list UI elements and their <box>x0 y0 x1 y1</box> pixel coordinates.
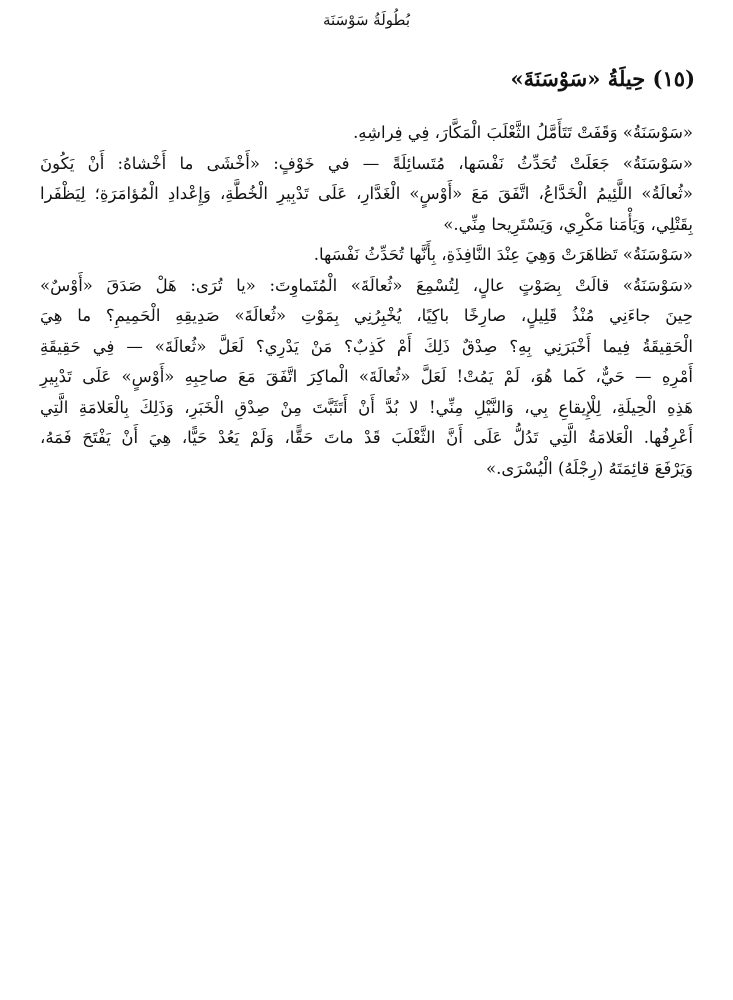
text-line: الْحَقِيقَةُ فِيما أَخْبَرَنِي بِهِ؟ صِدْقٌ ذَلِكَ أَمْ كَذِبٌ؟ مَنْ يَدْرِي؟ لَعَلَّ «ثُعالَةَ» — فِي حَقِيقَةِ <box>40 336 693 356</box>
text-line: «سَوْسَنَةُ» قالَتْ بِصَوْتٍ عالٍ، لِتُسْمِعَ «ثُعالَةَ» الْمُتَماوِتَ: «يا تُرَى: هَلْ صَدَقَ «أَوْسٌ» <box>40 275 693 295</box>
text-line: «ثُعالَةُ» اللَّئِيمُ الْخَدَّاعُ، اتَّفَقَ مَعَ «أَوْسٍ» الْغَدَّارِ، عَلَى تَدْبِيرِ الْخُطَّةِ، وَإِعْدادِ الْمُؤامَرَةِ؛ لِيَظْفَرا <box>40 184 693 203</box>
running-header: بُطُولَةُ سَوْسَنَة <box>322 11 411 29</box>
body-text <box>40 118 693 484</box>
text-line: أَمْرِهِ — حَيٌّ، كَما هُوَ، لَمْ يَمُتْ! لَعَلَّ «ثُعالَةَ» الْماكِرَ اتَّفَقَ مَعَ صاحِبِهِ «أَوْسٍ» عَلَى تَدْبِيرِ <box>40 367 693 386</box>
text-line: «سَوْسَنَةُ» تَظاهَرَتْ وَهِيَ عِنْدَ النَّافِذَةِ، بِأَنَّها تُحَدِّثُ نَفْسَها. <box>313 245 693 264</box>
text-line: أَعْرِفُها. الْعَلامَةُ الَّتِي تَدُلُّ عَلَى أَنَّ الثَّعْلَبَ قَدْ ماتَ حَقًّا، وَلَمْ يَعُدْ حَيًّا، هِيَ أَنْ يَفْتَحَ فَمَهُ، <box>40 428 693 447</box>
text-line: حِينَ جاءَنِي مُنْذُ قَلِيلٍ، صارِخًا باكِيًا، يُخْبِرُنِي بِمَوْتِ «ثُعالَةَ» صَدِيقِهِ الْحَمِيمِ؟ ما هِيَ <box>40 306 693 325</box>
text-line: بِقَتْلِي، وَيَأْمَنا مَكْرِي، وَيَسْتَرِيحا مِنِّي.» <box>443 214 693 234</box>
text-line: «سَوْسَنَةُ» وَقَفَتْ تَتَأَمَّلُ الثَّعْلَبَ الْمَكَّارَ، فِي فِراشِهِ. <box>353 123 693 142</box>
chapter-title: (١٥) حِيلَةُ «سَوْسَنَةَ» <box>510 66 695 91</box>
text-line: «سَوْسَنَةُ» جَعَلَتْ تُحَدِّثُ نَفْسَها، مُتَسائِلَةً — في خَوْفٍ: «أَخْشَى ما أَخْشاهُ: أَنْ يَكُونَ <box>40 153 693 173</box>
text-line: هَذِهِ الْحِيلَةِ، لِلْإِيقاعِ بِي، وَالنَّيْلِ مِنِّي! لا بُدَّ أَنْ أَتَثَبَّتَ مِنْ صِدْقِ الْخَبَرِ، وَذَلِكَ بِالْعَلامَةِ الَّتِي <box>40 397 693 417</box>
text-line: وَيَرْفَعَ قائِمَتَهُ (رِجْلَهُ) الْيُسْرَى.» <box>486 458 693 478</box>
